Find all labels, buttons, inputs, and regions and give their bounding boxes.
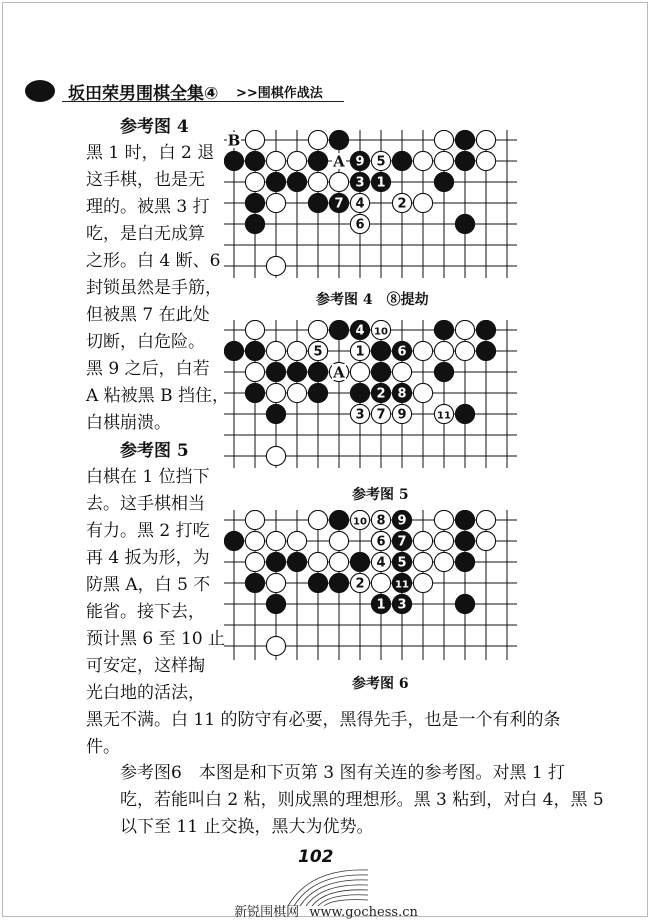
text-line: 白棋在 1 位挡下 (86, 467, 210, 487)
move-number: 8 (397, 386, 407, 402)
move-number: 6 (355, 217, 365, 233)
white-stone (245, 362, 264, 381)
move-number: 4 (355, 323, 365, 339)
white-stone (287, 383, 306, 402)
text-line: 这手棋，也是无 (86, 170, 205, 190)
black-stone (455, 130, 474, 149)
section-title: >>围棋作战法 (236, 86, 323, 101)
black-stone (308, 362, 327, 381)
black-stone (329, 130, 348, 149)
black-stone (245, 383, 264, 402)
black-stone (434, 320, 453, 339)
move-number: 3 (397, 597, 407, 613)
black-stone (266, 404, 285, 423)
go-diagram-ref-6 (224, 510, 528, 660)
text-line: 黑无不满。白 11 的防守有必要，黑得先手，也是一个有利的条 (86, 710, 561, 730)
white-stone (455, 320, 474, 339)
move-number: 2 (397, 196, 407, 212)
white-stone (266, 151, 285, 170)
white-stone (308, 130, 327, 149)
black-stone (266, 362, 285, 381)
black-stone (371, 362, 390, 381)
white-stone (476, 531, 495, 550)
move-number: 7 (376, 407, 386, 423)
text-line: 切断，白危险。 (86, 332, 205, 352)
white-stone (434, 531, 453, 550)
move-number: 8 (376, 513, 386, 529)
black-stone (224, 151, 243, 170)
move-number: 3 (355, 175, 365, 191)
point-label: A (333, 363, 345, 382)
white-stone (245, 531, 264, 550)
move-number: 9 (355, 154, 365, 170)
white-stone (287, 341, 306, 360)
white-stone (266, 531, 285, 550)
text-line: 但被黑 7 在此处 (86, 305, 210, 325)
white-stone (413, 552, 432, 571)
text-line: 件。 (86, 737, 120, 757)
text-line: A 粘被黑 B 挡住， (86, 386, 229, 406)
white-stone (266, 446, 285, 465)
white-stone (266, 341, 285, 360)
footer (0, 901, 652, 920)
black-stone (392, 151, 411, 170)
black-stone (350, 383, 369, 402)
text-line: 吃，若能叫白 2 粘，则成黑的理想形。黑 3 粘到，对白 4，黑 5 (120, 790, 604, 810)
white-stone (266, 193, 285, 212)
white-stone (245, 510, 264, 529)
caption-ref-4: 参考图 4 ⑧提劫 (316, 292, 429, 308)
white-stone (329, 531, 348, 550)
page-number: 102 (298, 847, 334, 867)
text-line: 黑 1 时，白 2 退 (86, 143, 215, 163)
black-stone (287, 362, 306, 381)
go-diagram-ref-5 (224, 320, 528, 468)
black-stone (308, 383, 327, 402)
move-number: 3 (355, 407, 365, 423)
header-ornament-icon (24, 76, 58, 106)
white-stone (413, 341, 432, 360)
black-stone (287, 172, 306, 191)
white-stone (308, 320, 327, 339)
text-line: 去。这手棋相当 (86, 494, 205, 514)
text-line: 参考图6 本图是和下页第 3 图有关连的参考图。对黑 1 打 (120, 763, 566, 783)
black-stone (245, 151, 264, 170)
text-line: 再 4 扳为形，为 (86, 548, 210, 568)
move-number: 4 (355, 196, 365, 212)
white-stone (434, 341, 453, 360)
black-stone (329, 510, 348, 529)
white-stone (308, 172, 327, 191)
text-line: 可安定，这样掏 (86, 656, 205, 676)
black-stone (245, 341, 264, 360)
move-number: 5 (376, 154, 386, 170)
heading-ref-4: 参考图 4 (120, 117, 189, 137)
black-stone (329, 573, 348, 592)
white-stone (434, 510, 453, 529)
black-stone (434, 362, 453, 381)
black-stone (371, 341, 390, 360)
move-number: 6 (376, 534, 386, 550)
text-line: 封锁虽然是手筋， (86, 278, 222, 298)
running-header (24, 76, 344, 106)
text-line: 预计黑 6 至 10 止 (86, 629, 226, 649)
black-stone (266, 172, 285, 191)
black-stone (455, 531, 474, 550)
black-stone (455, 151, 474, 170)
white-stone (434, 552, 453, 571)
white-stone (266, 256, 285, 275)
white-stone (476, 151, 495, 170)
move-number: 4 (376, 555, 386, 571)
black-stone (434, 172, 453, 191)
white-stone (413, 573, 432, 592)
move-number: 7 (397, 534, 407, 550)
text-line: 白棋崩溃。 (86, 413, 171, 433)
point-label: A (333, 152, 345, 171)
move-number: 1 (376, 175, 386, 191)
move-number: 7 (334, 196, 344, 212)
white-stone (476, 510, 495, 529)
move-number: 10 (353, 516, 367, 528)
black-stone (350, 552, 369, 571)
move-number: 5 (397, 555, 407, 571)
white-stone (245, 320, 264, 339)
black-stone (224, 531, 243, 550)
black-stone (245, 193, 264, 212)
white-stone (287, 531, 306, 550)
white-stone (413, 151, 432, 170)
white-stone (329, 552, 348, 571)
white-stone (329, 172, 348, 191)
white-stone (350, 362, 369, 381)
text-line: 吃，是白无成算 (86, 224, 205, 244)
white-stone (413, 383, 432, 402)
white-stone (287, 151, 306, 170)
go-diagram-ref-4 (224, 130, 528, 278)
text-line: 黑 9 之后，白若 (86, 359, 210, 379)
black-stone (224, 341, 243, 360)
move-number: 11 (437, 410, 451, 422)
move-number: 1 (355, 344, 365, 360)
white-stone (266, 573, 285, 592)
book-title: 坂田荣男围棋全集④ (68, 84, 219, 104)
white-stone (266, 383, 285, 402)
black-stone (476, 320, 495, 339)
black-stone (329, 320, 348, 339)
black-stone (266, 552, 285, 571)
caption-ref-5: 参考图 5 (352, 487, 409, 503)
white-stone (371, 573, 390, 592)
text-line: 之形。白 4 断、6 (86, 251, 221, 271)
move-number: 1 (376, 597, 386, 613)
black-stone (308, 573, 327, 592)
black-stone (455, 214, 474, 233)
footer-site-name: 新锐围棋网 (234, 905, 300, 920)
text-line: 以下至 11 止交换，黑大为优势。 (120, 817, 374, 837)
text-line: 防黑 A，白 5 不 (86, 575, 211, 595)
footer-url: www.gochess.cn (309, 905, 418, 920)
point-label: B (227, 131, 241, 150)
white-stone (476, 130, 495, 149)
text-line: 能省。接下去， (86, 602, 205, 622)
move-number: 10 (374, 326, 388, 338)
text-line: 光白地的活法， (86, 683, 205, 703)
white-stone (266, 636, 285, 655)
white-stone (392, 362, 411, 381)
white-stone (434, 151, 453, 170)
move-number: 11 (395, 579, 409, 591)
heading-ref-5: 参考图 5 (120, 441, 189, 461)
move-number: 2 (355, 576, 365, 592)
move-number: 9 (397, 513, 407, 529)
move-number: 6 (397, 344, 407, 360)
white-stone (245, 130, 264, 149)
black-stone (245, 214, 264, 233)
move-number: 2 (376, 386, 386, 402)
white-stone (308, 510, 327, 529)
white-stone (245, 172, 264, 191)
black-stone (266, 594, 285, 613)
black-stone (455, 404, 474, 423)
white-stone (413, 531, 432, 550)
black-stone (287, 552, 306, 571)
white-stone (455, 341, 474, 360)
black-stone (476, 341, 495, 360)
black-stone (455, 510, 474, 529)
black-stone (245, 573, 264, 592)
black-stone (455, 594, 474, 613)
black-stone (308, 193, 327, 212)
move-number: 5 (313, 344, 323, 360)
black-stone (308, 151, 327, 170)
text-line: 有力。黑 2 打吃 (86, 521, 210, 541)
caption-ref-6: 参考图 6 (352, 676, 409, 692)
white-stone (308, 552, 327, 571)
text-line: 理的。被黑 3 打 (86, 197, 210, 217)
white-stone (434, 130, 453, 149)
move-number: 9 (397, 407, 407, 423)
black-stone (455, 552, 474, 571)
white-stone (413, 193, 432, 212)
white-stone (245, 552, 264, 571)
